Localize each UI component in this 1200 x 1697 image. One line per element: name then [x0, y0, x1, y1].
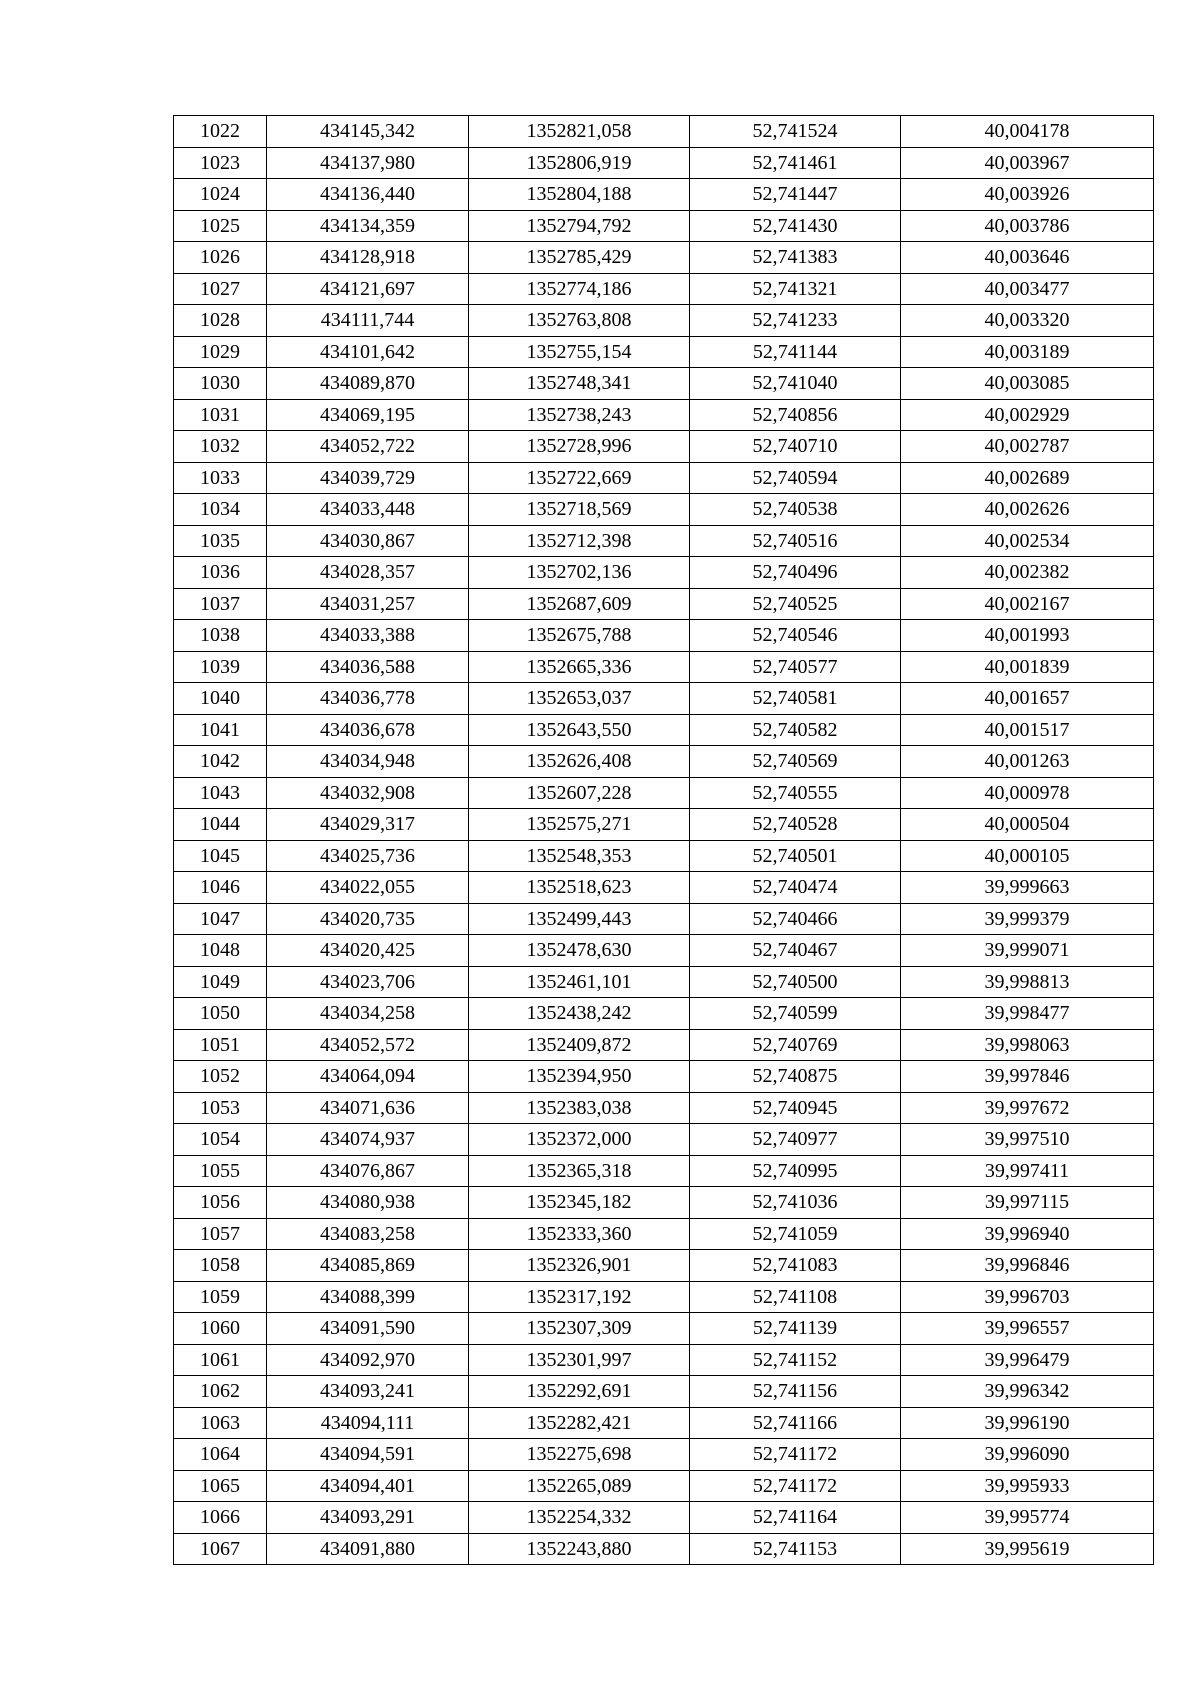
table-row: [174, 1187, 1154, 1219]
latitude-cell: 52,740977: [690, 1124, 901, 1156]
x-coordinate-cell: 434091,590: [267, 1313, 469, 1345]
x-coordinate-cell: 434121,697: [267, 273, 469, 305]
latitude-cell: 52,740538: [690, 494, 901, 526]
latitude-cell: 52,740546: [690, 620, 901, 652]
longitude-cell: 39,995619: [901, 1533, 1154, 1565]
table-row: [174, 179, 1154, 211]
longitude-cell: 40,000504: [901, 809, 1154, 841]
y-coordinate-cell: 1352702,136: [469, 557, 690, 589]
x-coordinate-cell: 434069,195: [267, 399, 469, 431]
point-number-cell: 1048: [174, 935, 267, 967]
point-number-cell: 1062: [174, 1376, 267, 1408]
y-coordinate-cell: 1352548,353: [469, 840, 690, 872]
x-coordinate-cell: 434089,870: [267, 368, 469, 400]
y-coordinate-cell: 1352254,332: [469, 1502, 690, 1534]
point-number-cell: 1052: [174, 1061, 267, 1093]
y-coordinate-cell: 1352518,623: [469, 872, 690, 904]
x-coordinate-cell: 434083,258: [267, 1218, 469, 1250]
latitude-cell: 52,741156: [690, 1376, 901, 1408]
latitude-cell: 52,741172: [690, 1439, 901, 1471]
point-number-cell: 1037: [174, 588, 267, 620]
longitude-cell: 39,996846: [901, 1250, 1154, 1282]
latitude-cell: 52,741447: [690, 179, 901, 211]
y-coordinate-cell: 1352478,630: [469, 935, 690, 967]
x-coordinate-cell: 434074,937: [267, 1124, 469, 1156]
longitude-cell: 39,996940: [901, 1218, 1154, 1250]
table-row: [174, 998, 1154, 1030]
point-number-cell: 1057: [174, 1218, 267, 1250]
y-coordinate-cell: 1352755,154: [469, 336, 690, 368]
y-coordinate-cell: 1352372,000: [469, 1124, 690, 1156]
point-number-cell: 1051: [174, 1029, 267, 1061]
coordinates-table-body: [174, 116, 1154, 1565]
x-coordinate-cell: 434101,642: [267, 336, 469, 368]
coordinates-table: [173, 115, 1154, 1565]
x-coordinate-cell: 434085,869: [267, 1250, 469, 1282]
table-row: [174, 620, 1154, 652]
y-coordinate-cell: 1352675,788: [469, 620, 690, 652]
latitude-cell: 52,741108: [690, 1281, 901, 1313]
table-row: [174, 1439, 1154, 1471]
x-coordinate-cell: 434111,744: [267, 305, 469, 337]
x-coordinate-cell: 434094,401: [267, 1470, 469, 1502]
y-coordinate-cell: 1352712,398: [469, 525, 690, 557]
latitude-cell: 52,740501: [690, 840, 901, 872]
x-coordinate-cell: 434030,867: [267, 525, 469, 557]
longitude-cell: 39,995933: [901, 1470, 1154, 1502]
table-row: [174, 1313, 1154, 1345]
point-number-cell: 1060: [174, 1313, 267, 1345]
point-number-cell: 1036: [174, 557, 267, 589]
latitude-cell: 52,741144: [690, 336, 901, 368]
x-coordinate-cell: 434134,359: [267, 210, 469, 242]
y-coordinate-cell: 1352333,360: [469, 1218, 690, 1250]
x-coordinate-cell: 434137,980: [267, 147, 469, 179]
table-row: [174, 1502, 1154, 1534]
x-coordinate-cell: 434020,425: [267, 935, 469, 967]
x-coordinate-cell: 434092,970: [267, 1344, 469, 1376]
longitude-cell: 39,997672: [901, 1092, 1154, 1124]
latitude-cell: 52,740555: [690, 777, 901, 809]
longitude-cell: 39,996479: [901, 1344, 1154, 1376]
table-row: [174, 305, 1154, 337]
point-number-cell: 1039: [174, 651, 267, 683]
x-coordinate-cell: 434052,572: [267, 1029, 469, 1061]
point-number-cell: 1034: [174, 494, 267, 526]
longitude-cell: 39,996190: [901, 1407, 1154, 1439]
point-number-cell: 1047: [174, 903, 267, 935]
table-row: [174, 147, 1154, 179]
longitude-cell: 39,999663: [901, 872, 1154, 904]
longitude-cell: 40,001657: [901, 683, 1154, 715]
point-number-cell: 1035: [174, 525, 267, 557]
x-coordinate-cell: 434128,918: [267, 242, 469, 274]
longitude-cell: 39,997411: [901, 1155, 1154, 1187]
table-row: [174, 1407, 1154, 1439]
y-coordinate-cell: 1352665,336: [469, 651, 690, 683]
x-coordinate-cell: 434036,588: [267, 651, 469, 683]
latitude-cell: 52,741152: [690, 1344, 901, 1376]
table-row: [174, 431, 1154, 463]
latitude-cell: 52,740769: [690, 1029, 901, 1061]
longitude-cell: 40,003477: [901, 273, 1154, 305]
x-coordinate-cell: 434033,388: [267, 620, 469, 652]
x-coordinate-cell: 434034,948: [267, 746, 469, 778]
x-coordinate-cell: 434034,258: [267, 998, 469, 1030]
table-row: [174, 557, 1154, 589]
y-coordinate-cell: 1352653,037: [469, 683, 690, 715]
y-coordinate-cell: 1352804,188: [469, 179, 690, 211]
point-number-cell: 1053: [174, 1092, 267, 1124]
x-coordinate-cell: 434071,636: [267, 1092, 469, 1124]
table-row: [174, 1218, 1154, 1250]
y-coordinate-cell: 1352575,271: [469, 809, 690, 841]
point-number-cell: 1028: [174, 305, 267, 337]
point-number-cell: 1058: [174, 1250, 267, 1282]
latitude-cell: 52,740467: [690, 935, 901, 967]
x-coordinate-cell: 434052,722: [267, 431, 469, 463]
longitude-cell: 39,999379: [901, 903, 1154, 935]
point-number-cell: 1046: [174, 872, 267, 904]
longitude-cell: 40,003967: [901, 147, 1154, 179]
longitude-cell: 39,998063: [901, 1029, 1154, 1061]
point-number-cell: 1040: [174, 683, 267, 715]
table-row: [174, 368, 1154, 400]
latitude-cell: 52,740525: [690, 588, 901, 620]
longitude-cell: 40,003085: [901, 368, 1154, 400]
y-coordinate-cell: 1352292,691: [469, 1376, 690, 1408]
latitude-cell: 52,741524: [690, 116, 901, 148]
y-coordinate-cell: 1352275,698: [469, 1439, 690, 1471]
table-row: [174, 1376, 1154, 1408]
latitude-cell: 52,740577: [690, 651, 901, 683]
table-row: [174, 903, 1154, 935]
point-number-cell: 1033: [174, 462, 267, 494]
table-row: [174, 966, 1154, 998]
point-number-cell: 1025: [174, 210, 267, 242]
point-number-cell: 1022: [174, 116, 267, 148]
y-coordinate-cell: 1352821,058: [469, 116, 690, 148]
latitude-cell: 52,740496: [690, 557, 901, 589]
latitude-cell: 52,740528: [690, 809, 901, 841]
table-row: [174, 116, 1154, 148]
y-coordinate-cell: 1352499,443: [469, 903, 690, 935]
y-coordinate-cell: 1352774,186: [469, 273, 690, 305]
longitude-cell: 40,001263: [901, 746, 1154, 778]
longitude-cell: 40,003926: [901, 179, 1154, 211]
longitude-cell: 40,000978: [901, 777, 1154, 809]
x-coordinate-cell: 434094,111: [267, 1407, 469, 1439]
y-coordinate-cell: 1352785,429: [469, 242, 690, 274]
point-number-cell: 1038: [174, 620, 267, 652]
table-row: [174, 210, 1154, 242]
table-row: [174, 1092, 1154, 1124]
point-number-cell: 1063: [174, 1407, 267, 1439]
table-row: [174, 588, 1154, 620]
x-coordinate-cell: 434093,291: [267, 1502, 469, 1534]
y-coordinate-cell: 1352461,101: [469, 966, 690, 998]
longitude-cell: 40,002534: [901, 525, 1154, 557]
longitude-cell: 40,001839: [901, 651, 1154, 683]
x-coordinate-cell: 434025,736: [267, 840, 469, 872]
latitude-cell: 52,740581: [690, 683, 901, 715]
point-number-cell: 1054: [174, 1124, 267, 1156]
x-coordinate-cell: 434023,706: [267, 966, 469, 998]
latitude-cell: 52,740856: [690, 399, 901, 431]
point-number-cell: 1067: [174, 1533, 267, 1565]
latitude-cell: 52,740516: [690, 525, 901, 557]
point-number-cell: 1027: [174, 273, 267, 305]
latitude-cell: 52,740945: [690, 1092, 901, 1124]
longitude-cell: 39,996557: [901, 1313, 1154, 1345]
y-coordinate-cell: 1352265,089: [469, 1470, 690, 1502]
y-coordinate-cell: 1352282,421: [469, 1407, 690, 1439]
longitude-cell: 40,002689: [901, 462, 1154, 494]
table-row: [174, 1124, 1154, 1156]
latitude-cell: 52,741040: [690, 368, 901, 400]
x-coordinate-cell: 434036,778: [267, 683, 469, 715]
longitude-cell: 40,002626: [901, 494, 1154, 526]
y-coordinate-cell: 1352438,242: [469, 998, 690, 1030]
point-number-cell: 1041: [174, 714, 267, 746]
longitude-cell: 39,996090: [901, 1439, 1154, 1471]
point-number-cell: 1049: [174, 966, 267, 998]
table-row: [174, 242, 1154, 274]
table-row: [174, 1250, 1154, 1282]
table-row: [174, 1281, 1154, 1313]
table-row: [174, 525, 1154, 557]
longitude-cell: 39,996342: [901, 1376, 1154, 1408]
table-row: [174, 872, 1154, 904]
point-number-cell: 1042: [174, 746, 267, 778]
longitude-cell: 40,002382: [901, 557, 1154, 589]
x-coordinate-cell: 434091,880: [267, 1533, 469, 1565]
x-coordinate-cell: 434064,094: [267, 1061, 469, 1093]
table-row: [174, 746, 1154, 778]
longitude-cell: 39,997510: [901, 1124, 1154, 1156]
latitude-cell: 52,741059: [690, 1218, 901, 1250]
latitude-cell: 52,741383: [690, 242, 901, 274]
longitude-cell: 40,001993: [901, 620, 1154, 652]
longitude-cell: 39,998813: [901, 966, 1154, 998]
y-coordinate-cell: 1352806,919: [469, 147, 690, 179]
table-row: [174, 809, 1154, 841]
point-number-cell: 1066: [174, 1502, 267, 1534]
latitude-cell: 52,741461: [690, 147, 901, 179]
longitude-cell: 40,002929: [901, 399, 1154, 431]
x-coordinate-cell: 434036,678: [267, 714, 469, 746]
latitude-cell: 52,741321: [690, 273, 901, 305]
table-row: [174, 1029, 1154, 1061]
latitude-cell: 52,741139: [690, 1313, 901, 1345]
latitude-cell: 52,741153: [690, 1533, 901, 1565]
table-row: [174, 935, 1154, 967]
y-coordinate-cell: 1352626,408: [469, 746, 690, 778]
point-number-cell: 1064: [174, 1439, 267, 1471]
y-coordinate-cell: 1352718,569: [469, 494, 690, 526]
latitude-cell: 52,740875: [690, 1061, 901, 1093]
table-row: [174, 683, 1154, 715]
y-coordinate-cell: 1352345,182: [469, 1187, 690, 1219]
longitude-cell: 40,002167: [901, 588, 1154, 620]
longitude-cell: 39,998477: [901, 998, 1154, 1030]
longitude-cell: 39,997846: [901, 1061, 1154, 1093]
x-coordinate-cell: 434076,867: [267, 1155, 469, 1187]
longitude-cell: 39,995774: [901, 1502, 1154, 1534]
longitude-cell: 40,000105: [901, 840, 1154, 872]
longitude-cell: 40,003189: [901, 336, 1154, 368]
x-coordinate-cell: 434136,440: [267, 179, 469, 211]
x-coordinate-cell: 434093,241: [267, 1376, 469, 1408]
latitude-cell: 52,740500: [690, 966, 901, 998]
latitude-cell: 52,740995: [690, 1155, 901, 1187]
point-number-cell: 1023: [174, 147, 267, 179]
point-number-cell: 1031: [174, 399, 267, 431]
y-coordinate-cell: 1352383,038: [469, 1092, 690, 1124]
longitude-cell: 39,997115: [901, 1187, 1154, 1219]
y-coordinate-cell: 1352409,872: [469, 1029, 690, 1061]
point-number-cell: 1029: [174, 336, 267, 368]
point-number-cell: 1056: [174, 1187, 267, 1219]
table-row: [174, 714, 1154, 746]
latitude-cell: 52,741430: [690, 210, 901, 242]
y-coordinate-cell: 1352326,901: [469, 1250, 690, 1282]
y-coordinate-cell: 1352728,996: [469, 431, 690, 463]
longitude-cell: 40,003320: [901, 305, 1154, 337]
longitude-cell: 40,003786: [901, 210, 1154, 242]
y-coordinate-cell: 1352794,792: [469, 210, 690, 242]
latitude-cell: 52,740569: [690, 746, 901, 778]
x-coordinate-cell: 434029,317: [267, 809, 469, 841]
latitude-cell: 52,740582: [690, 714, 901, 746]
point-number-cell: 1059: [174, 1281, 267, 1313]
y-coordinate-cell: 1352607,228: [469, 777, 690, 809]
table-row: [174, 777, 1154, 809]
table-row: [174, 399, 1154, 431]
point-number-cell: 1026: [174, 242, 267, 274]
y-coordinate-cell: 1352394,950: [469, 1061, 690, 1093]
latitude-cell: 52,740710: [690, 431, 901, 463]
table-row: [174, 336, 1154, 368]
latitude-cell: 52,741164: [690, 1502, 901, 1534]
table-row: [174, 1533, 1154, 1565]
y-coordinate-cell: 1352763,808: [469, 305, 690, 337]
x-coordinate-cell: 434094,591: [267, 1439, 469, 1471]
longitude-cell: 40,003646: [901, 242, 1154, 274]
point-number-cell: 1045: [174, 840, 267, 872]
point-number-cell: 1032: [174, 431, 267, 463]
y-coordinate-cell: 1352687,609: [469, 588, 690, 620]
point-number-cell: 1043: [174, 777, 267, 809]
point-number-cell: 1024: [174, 179, 267, 211]
x-coordinate-cell: 434020,735: [267, 903, 469, 935]
latitude-cell: 52,741036: [690, 1187, 901, 1219]
x-coordinate-cell: 434031,257: [267, 588, 469, 620]
table-row: [174, 651, 1154, 683]
point-number-cell: 1055: [174, 1155, 267, 1187]
y-coordinate-cell: 1352643,550: [469, 714, 690, 746]
point-number-cell: 1061: [174, 1344, 267, 1376]
latitude-cell: 52,741172: [690, 1470, 901, 1502]
x-coordinate-cell: 434033,448: [267, 494, 469, 526]
table-row: [174, 273, 1154, 305]
y-coordinate-cell: 1352748,341: [469, 368, 690, 400]
longitude-cell: 40,002787: [901, 431, 1154, 463]
point-number-cell: 1065: [174, 1470, 267, 1502]
table-row: [174, 840, 1154, 872]
table-row: [174, 1061, 1154, 1093]
latitude-cell: 52,741166: [690, 1407, 901, 1439]
longitude-cell: 40,001517: [901, 714, 1154, 746]
table-row: [174, 1344, 1154, 1376]
y-coordinate-cell: 1352317,192: [469, 1281, 690, 1313]
y-coordinate-cell: 1352307,309: [469, 1313, 690, 1345]
longitude-cell: 40,004178: [901, 116, 1154, 148]
y-coordinate-cell: 1352301,997: [469, 1344, 690, 1376]
x-coordinate-cell: 434088,399: [267, 1281, 469, 1313]
latitude-cell: 52,741233: [690, 305, 901, 337]
latitude-cell: 52,740474: [690, 872, 901, 904]
x-coordinate-cell: 434080,938: [267, 1187, 469, 1219]
latitude-cell: 52,740594: [690, 462, 901, 494]
x-coordinate-cell: 434022,055: [267, 872, 469, 904]
longitude-cell: 39,999071: [901, 935, 1154, 967]
table-row: [174, 462, 1154, 494]
x-coordinate-cell: 434028,357: [267, 557, 469, 589]
latitude-cell: 52,740599: [690, 998, 901, 1030]
latitude-cell: 52,741083: [690, 1250, 901, 1282]
y-coordinate-cell: 1352243,880: [469, 1533, 690, 1565]
table-row: [174, 1470, 1154, 1502]
table-row: [174, 1155, 1154, 1187]
x-coordinate-cell: 434145,342: [267, 116, 469, 148]
y-coordinate-cell: 1352722,669: [469, 462, 690, 494]
latitude-cell: 52,740466: [690, 903, 901, 935]
x-coordinate-cell: 434032,908: [267, 777, 469, 809]
y-coordinate-cell: 1352365,318: [469, 1155, 690, 1187]
longitude-cell: 39,996703: [901, 1281, 1154, 1313]
point-number-cell: 1030: [174, 368, 267, 400]
point-number-cell: 1050: [174, 998, 267, 1030]
table-row: [174, 494, 1154, 526]
x-coordinate-cell: 434039,729: [267, 462, 469, 494]
y-coordinate-cell: 1352738,243: [469, 399, 690, 431]
point-number-cell: 1044: [174, 809, 267, 841]
